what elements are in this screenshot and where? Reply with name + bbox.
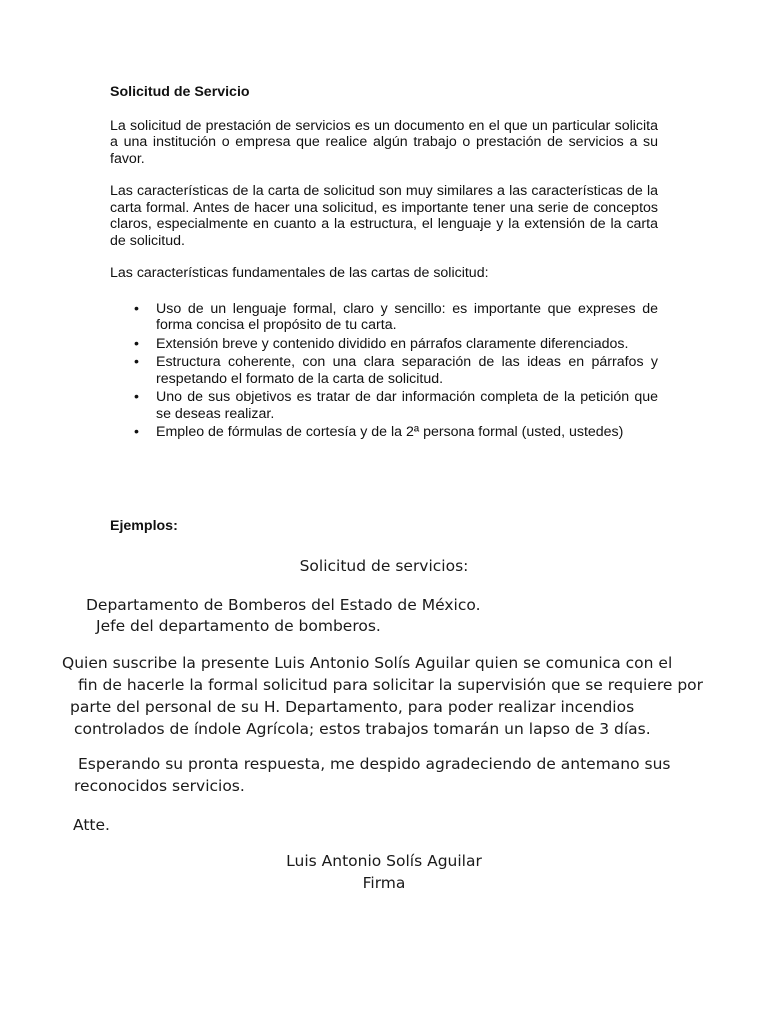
- characteristics-list: [110, 301, 658, 441]
- letter-body-line: Quien suscribe la presente Luis Antonio Solís Aguilar quien se comunica con el: [62, 654, 673, 672]
- list-item: • Empleo de fórmulas de cortesía y de la 2ª persona formal (usted, ustedes): [134, 424, 624, 440]
- bullet-icon: •: [134, 335, 139, 352]
- paragraph-definition: La solicitud de prestación de servicios es un documento en el que un particular solicita a una institución o empresa que realice algún trabajo o prestación de servicios a su favor.: [110, 117, 658, 167]
- document-page: [110, 84, 658, 443]
- letter-body-line: fin de hacerle la formal solicitud para solicitar la supervisión que se requiere por: [78, 676, 704, 694]
- examples-heading: Ejemplos:: [110, 518, 178, 534]
- bullet-icon: •: [134, 354, 139, 370]
- paragraph-list-intro: Las características fundamentales de las cartas de solicitud:: [110, 265, 489, 281]
- bullet-icon: •: [134, 424, 139, 440]
- letter-body-line: controlados de índole Agrícola; estos trabajos tomarán un lapso de 3 días.: [74, 720, 651, 738]
- letter-signature-label: Firma: [362, 874, 406, 892]
- letter-valediction: Atte.: [73, 816, 110, 834]
- list-item: • Estructura coherente, con una clara separación de las ideas en párrafos y respetando el formato de la carta de solicitud.: [134, 354, 658, 387]
- letter-closing-line: reconocidos servicios.: [74, 777, 245, 795]
- list-item: • Uso de un lenguaje formal, claro y sencillo: es importante que expreses de forma concisa el propósito de tu carta.: [134, 300, 658, 333]
- list-item: • Extensión breve y contenido dividido en párrafos claramente diferenciados.: [134, 335, 629, 352]
- letter-closing-line: Esperando su pronta respuesta, me despido agradeciendo de antemano sus: [78, 755, 671, 773]
- letter-signature-name: Luis Antonio Solís Aguilar: [286, 852, 482, 870]
- example-letter-image: [0, 552, 768, 912]
- bullet-icon: •: [134, 389, 139, 405]
- bullet-icon: •: [134, 300, 139, 317]
- list-item: • Uno de sus objetivos es tratar de dar información completa de la petición que se deseas realizar.: [134, 389, 658, 422]
- letter-heading: Solicitud de servicios:: [299, 557, 469, 575]
- letter-body-line: parte del personal de su H. Departamento, para poder realizar incendios: [70, 698, 635, 716]
- document-title: Solicitud de Servicio: [110, 84, 250, 100]
- letter-recipient-line: Departamento de Bomberos del Estado de México.: [86, 596, 481, 614]
- letter-recipient-line: Jefe del departamento de bomberos.: [96, 617, 381, 635]
- paragraph-characteristics: Las características de la carta de solicitud son muy similares a las características de la carta formal. Antes de hacer una solicitud, es importante tener una serie de conceptos claros, especialmente en cuanto a la estructura, el lenguaje y la extensión de la carta de solicitud.: [110, 183, 658, 249]
